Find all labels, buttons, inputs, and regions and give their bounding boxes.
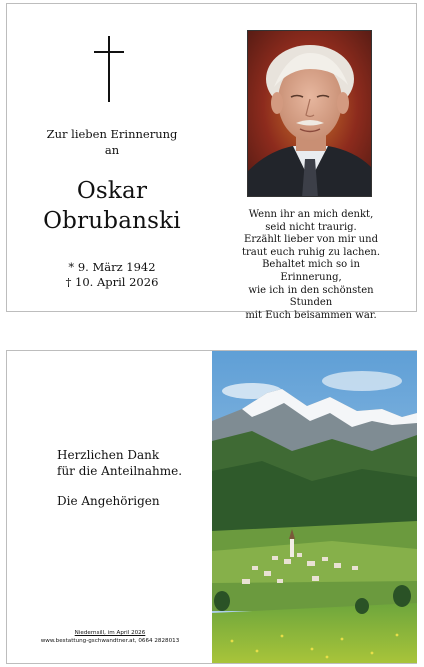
footer-place-date: Niedernsill, im April 2026 (74, 630, 146, 636)
portrait-photo (247, 30, 372, 197)
poem-line: seid nicht traurig. (265, 221, 357, 233)
cross-icon (94, 36, 124, 102)
death-date: † 10. April 2026 (65, 275, 159, 289)
poem-line: Wenn ihr an mich denkt, (248, 209, 374, 220)
memorial-card-back (6, 350, 417, 664)
memory-heading (27, 126, 197, 158)
poem-line: wie ich in den schönsten Stunden (248, 284, 374, 309)
poem-line: traut euch ruhig zu lachen. (241, 246, 381, 258)
poem-line: Behaltet mich so in Erinnerung, (262, 259, 360, 283)
deceased-name (27, 176, 197, 236)
thanks-line-1: Herzlichen Dank (57, 448, 160, 462)
relatives-signature: Die Angehörigen (57, 494, 160, 508)
memory-line-1: Zur lieben Erinnerung (46, 127, 178, 141)
first-name: Oskar (76, 178, 148, 204)
poem-line: Erzählt lieber von mir und (244, 234, 378, 246)
last-name: Obrubanski (43, 208, 181, 234)
thanks-line-2: für die Anteilnahme. (57, 464, 183, 478)
memorial-card-front (6, 3, 417, 321)
birth-date: * 9. März 1942 (68, 260, 156, 274)
mountain-landscape-photo (212, 351, 417, 663)
footer-contact: www.bestattung-gschwandtner.at, 0664 2828013 (40, 638, 180, 644)
memory-line-2: an (104, 143, 120, 157)
poem (233, 209, 389, 322)
poem-line: mit Euch beisammen war. (245, 309, 377, 321)
life-dates (27, 260, 197, 290)
undertaker-footer (15, 629, 205, 645)
thanks-message (27, 447, 207, 479)
